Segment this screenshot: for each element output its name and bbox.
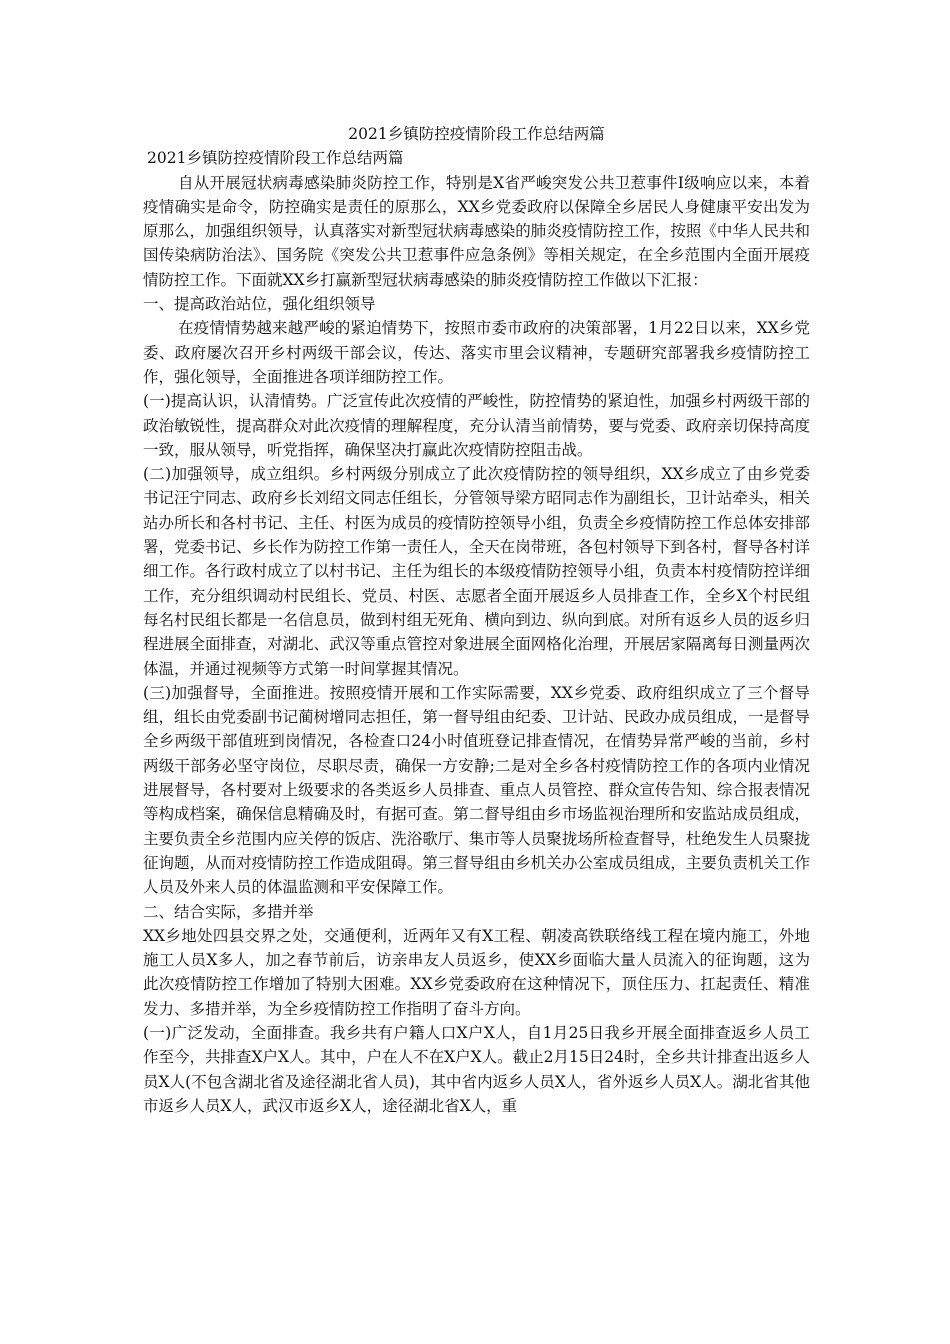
section-1-item-3-paragraph: (三)加强督导，全面推进。按照疫情开展和工作实际需要，XX乡党委、政府组织成立了三个督导组，组长由党委副书记蔺树增同志担任，第一督导组由纪委、卫计站、民政办成员组成，一是督导全乡两级干部值班到岗情况，各检查口24小时值班登记排查情况，在情势异常严峻的当前，乡村两级干部务必坚守岗位，尽职尽责，确保一方安静;二是对全乡各村疫情防控工作的各项内业情况进展督导，各村要对上级要求的各类返乡人员排查、重点人员管控、群众宣传告知、综合报表情况等构成档案，确保信息精确及时，有据可查。第二督导组由乡市场监视治理所和安监站成员组成，主要负责全乡范围内应关停的饭店、洗浴歌厅、集市等人员聚拢场所检查督导，杜绝发生人员聚拢征询题，从而对疫情防控工作造成阻碍。第三督导组由乡机关办公室成员组成，主要负责机关工作人员及外来人员的体温监测和平安保障工作。 xyxy=(143,683,810,897)
document-subtitle: 2021乡镇防控疫情阶段工作总结两篇 xyxy=(147,149,404,168)
section-1-intro-paragraph: 在疫情情势越来越严峻的紧迫情势下，按照市委市政府的决策部署，1月22日以来，XX乡党委、政府屡次召开乡村两级干部会议，传达、落实市里会议精神，专题研究部署我乡疫情防控工作，强化领导，全面推进各项详细防控工作。 xyxy=(143,319,810,386)
section-2-heading: 二、结合实际，多措并举 xyxy=(143,902,314,921)
document-page xyxy=(143,122,810,1118)
section-1-item-1-paragraph: (一)提高认识，认清情势。广泛宣传此次疫情的严峻性，防控情势的紧迫性，加强乡村两级干部的政治敏锐性，提高群众对此次疫情的理解程度，充分认清当前情势，要与党委、政府亲切保持高度一致，服从领导，听党指挥，确保坚决打赢此次疫情防控阻击战。 xyxy=(143,392,810,459)
section-1-heading: 一、提高政治站位，强化组织领导 xyxy=(143,295,376,314)
section-2-item-1-paragraph: (一)广泛发动，全面排查。我乡共有户籍人口X户X人，自1月25日我乡开展全面排查返乡人员工作至今，共排查X户X人。其中，户在人不在X户X人。截止2月15日24时，全乡共计排查出返乡人员X人(不包含湖北省及途径湖北省人员)，其中省内返乡人员X人，省外返乡人员X人。湖北省其他市返乡人员X人，武汉市返乡X人，途径湖北省X人，重 xyxy=(143,1023,810,1115)
section-1-item-2-paragraph: (二)加强领导，成立组织。乡村两级分别成立了此次疫情防控的领导组织，XX乡成立了由乡党委书记汪宁同志、政府乡长刘绍文同志任组长，分管领导梁方昭同志作为副组长，卫计站牵头，相关站办所长和各村书记、主任、村医为成员的疫情防控领导小组，负责全乡疫情防控工作总体安排部署，党委书记、乡长作为防控工作第一责任人，全天在岗带班，各包村领导下到各村，督导各村详细工作。各行政村成立了以村书记、主任为组长的本级疫情防控领导小组，负责本村疫情防控详细工作，充分组织调动村民组长、党员、村医、志愿者全面开展返乡人员排查工作，全乡X个村民组每名村民组长都是一名信息员，做到村组无死角、横向到边、纵向到底。对所有返乡人员的返乡归程进展全面排查，对湖北、武汉等重点管控对象进展全面网格化治理，开展居家隔离每日测量两次体温，并通过视频等方式第一时间掌握其情况。 xyxy=(143,465,810,678)
section-2-intro-paragraph: XX乡地处四县交界之处，交通便利，近两年又有X工程、朝凌高铁联络线工程在境内施工，外地施工人员X多人，加之春节前后，访亲串友人员返乡，使XX乡面临大量人员流入的征询题，这为此次疫情防控工作增加了特别大困难。XX乡党委政府在这种情况下，顶住压力、扛起责任、精准发力、多措并举，为全乡疫情防控工作指明了奋斗方向。 xyxy=(143,926,810,1018)
document-title: 2021乡镇防控疫情阶段工作总结两篇 xyxy=(348,125,605,143)
intro-paragraph: 自从开展冠状病毒感染肺炎防控工作，特别是X省严峻突发公共卫惹事件Ⅰ级响应以来，本着疫情确实是命令，防控确实是责任的原那么，XX乡党委政府以保障全乡居民人身健康平安出发为原那么，加强组织领导，认真落实对新型冠状病毒感染的肺炎疫情防控工作，按照《中华人民共和国传染病防治法》、国务院《突发公共卫惹事件应急条例》等相关规定，在全乡范围内全面开展疫情防控工作。下面就XX乡打赢新型冠状病毒感染的肺炎疫情防控工作做以下汇报： xyxy=(143,173,810,289)
